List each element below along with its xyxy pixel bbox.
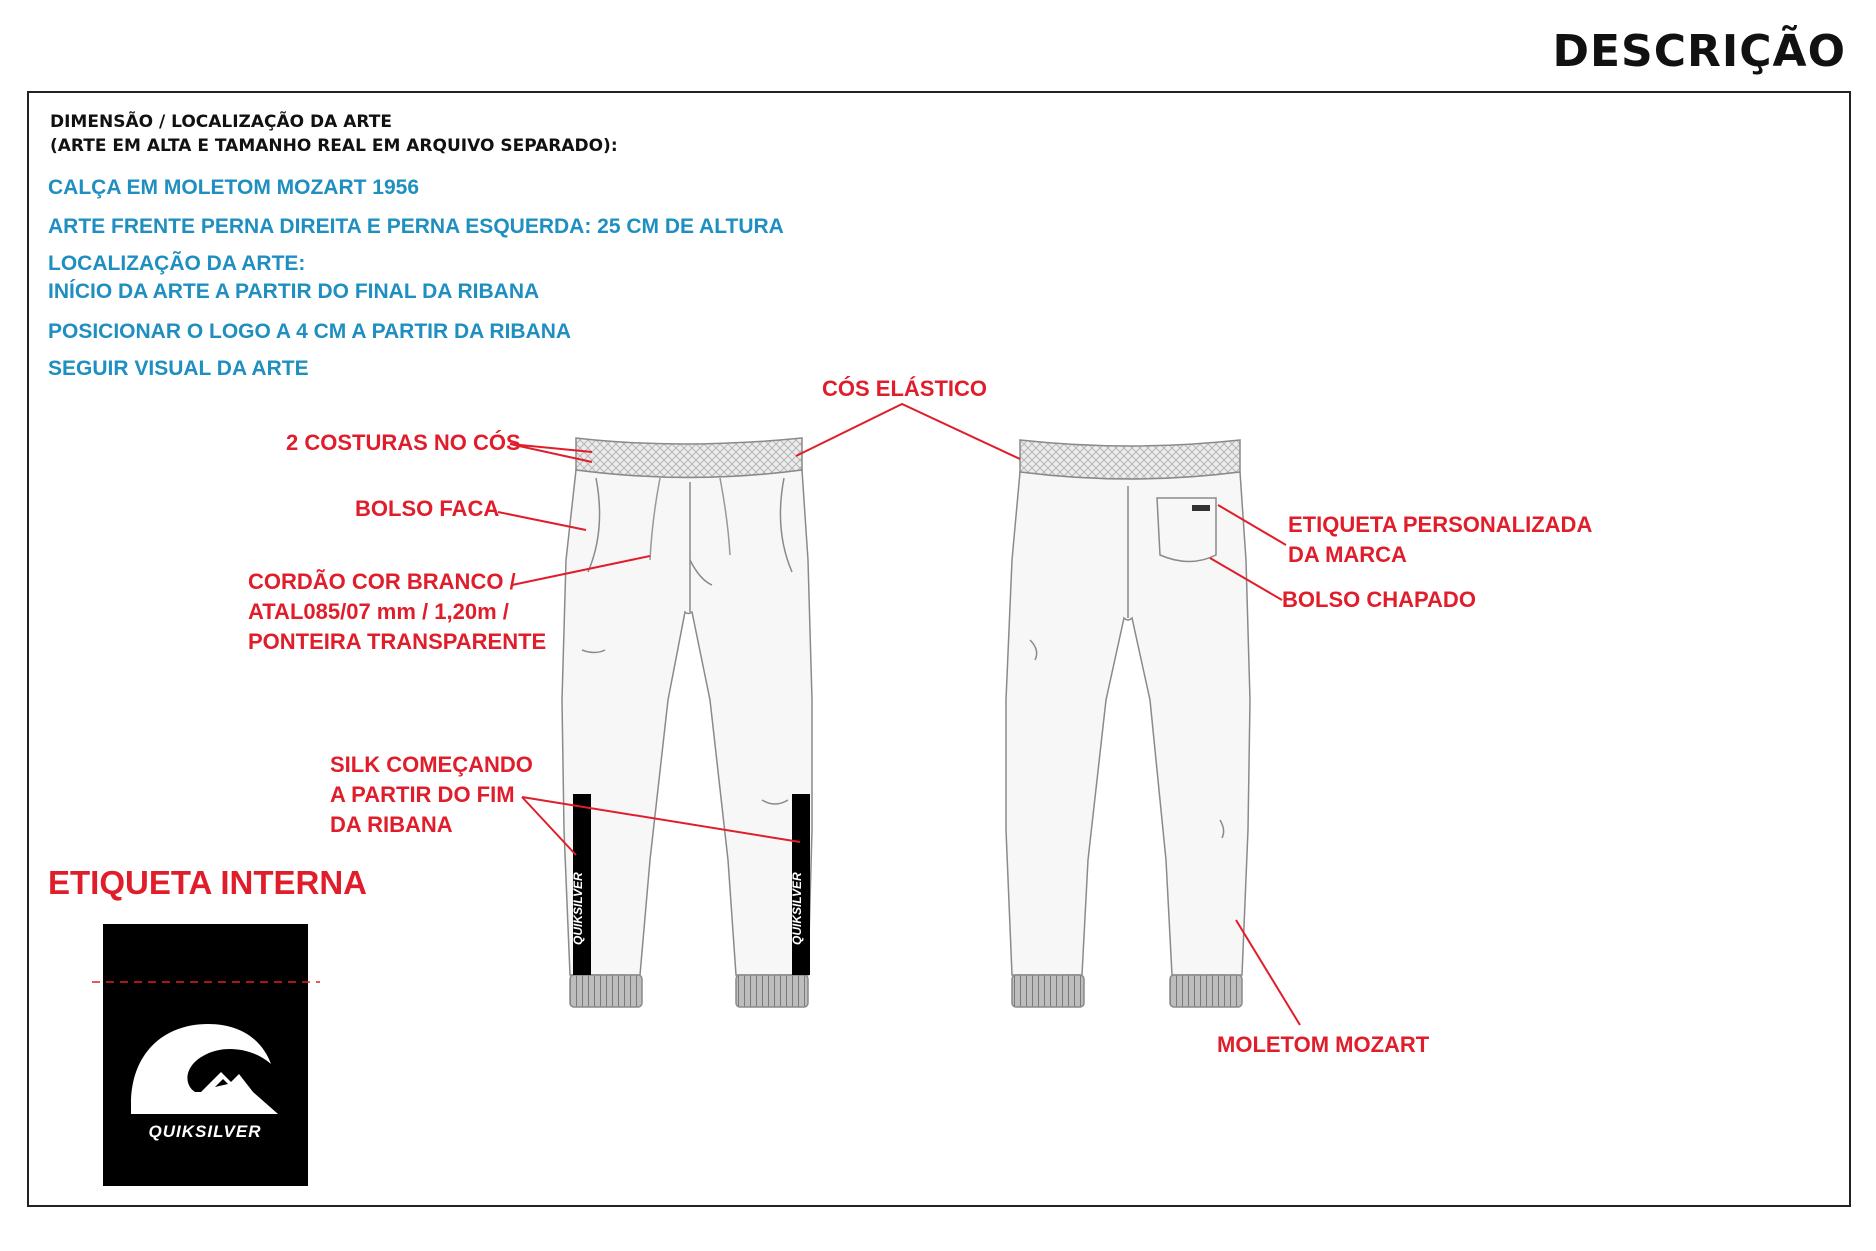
brand-wordmark: QUIKSILVER [148,1122,262,1141]
callout-line: ETIQUETA PERSONALIZADA [1288,512,1593,537]
callout-cos-elastico: CÓS ELÁSTICO [822,376,988,401]
front-waistband [576,438,802,478]
callout-moletom: MOLETOM MOZART [1217,1032,1430,1057]
callout-line: CORDÃO COR BRANCO / [248,569,516,594]
back-waistband [1020,440,1240,479]
spec-art-location-title: LOCALIZAÇÃO DA ARTE: [48,252,306,275]
back-right-cuff [1170,975,1242,1007]
front-left-cuff [570,975,642,1007]
callout-line: SILK COMEÇANDO [330,752,533,777]
callout-line: DA MARCA [1288,542,1407,567]
spec-follow-art: SEGUIR VISUAL DA ARTE [48,357,309,380]
front-right-cuff [736,975,808,1007]
header-line: DIMENSÃO / LOCALIZAÇÃO DA ARTE [50,112,392,132]
callout-line: PONTEIRA TRANSPARENTE [248,629,547,654]
callout-bolso-chapado: BOLSO CHAPADO [1282,587,1476,612]
spec-product: CALÇA EM MOLETOM MOZART 1956 [48,176,420,199]
brand-label-icon [1192,505,1210,511]
spec-logo-position: POSICIONAR O LOGO A 4 CM A PARTIR DA RIBANA [48,320,572,343]
spec-art-location: INÍCIO DA ARTE A PARTIR DO FINAL DA RIBANA [48,280,540,303]
back-left-cuff [1012,975,1084,1007]
stripe-wordmark-right: QUIKSILVER [790,872,804,945]
callout-line: ATAL085/07 mm / 1,20m / [248,599,509,624]
callout-bolso-faca: BOLSO FACA [355,496,500,521]
leader-cos [796,404,1020,459]
callout-costuras: 2 COSTURAS NO CÓS [286,430,521,455]
front-body [562,470,812,975]
page-title: DESCRIÇÃO [1552,26,1846,77]
callout-line: DA RIBANA [330,812,453,837]
back-view [1006,440,1250,1007]
header-line: (ARTE EM ALTA E TAMANHO REAL EM ARQUIVO SEPARADO): [50,136,618,156]
stripe-wordmark-left: QUIKSILVER [571,872,585,945]
front-view [562,438,812,1007]
spec-art-size: ARTE FRENTE PERNA DIREITA E PERNA ESQUERDA: 25 CM DE ALTURA [48,215,784,238]
leader-moletom [1236,920,1300,1025]
callout-line: A PARTIR DO FIM [330,782,515,807]
internal-label-title: ETIQUETA INTERNA [48,864,367,901]
